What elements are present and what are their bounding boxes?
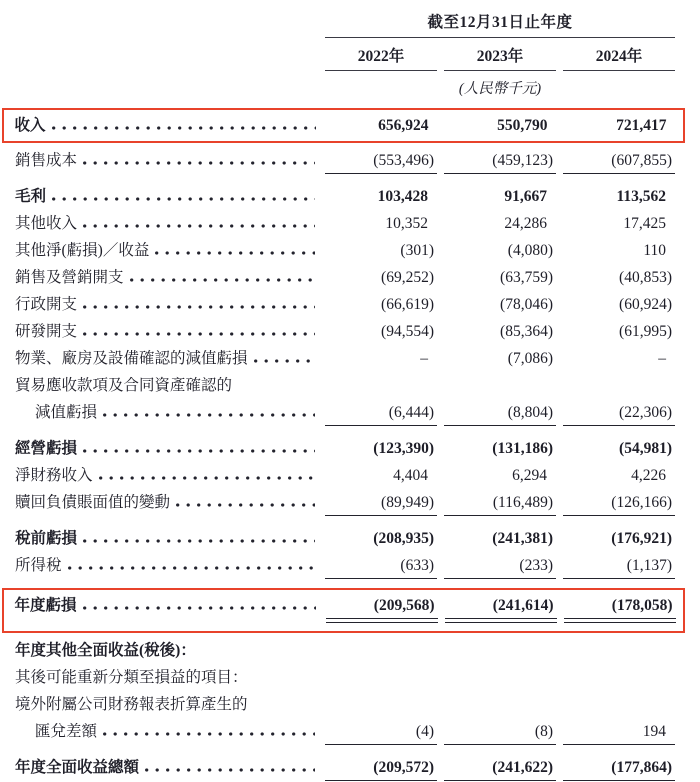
dot-leader <box>145 768 315 772</box>
row-label-text: 行政開支 <box>15 296 78 313</box>
table-row <box>15 237 675 264</box>
dot-leader <box>68 566 315 570</box>
value-2023: (8,804) <box>444 403 556 426</box>
dot-leader <box>83 224 315 228</box>
row-label <box>15 322 318 341</box>
currency-unit-note: (人民幣千元) <box>458 81 542 97</box>
value-2022: 103,428 <box>377 188 428 205</box>
row-label <box>15 493 318 512</box>
table-row <box>15 318 675 345</box>
row-label-text: 其他淨(虧損)／收益 <box>15 242 150 259</box>
row-label-text: 經營虧損 <box>15 440 78 457</box>
row-label <box>15 529 318 548</box>
value-2022: 656,924 <box>378 117 429 134</box>
value-2024: (54,981) <box>619 440 672 457</box>
value-2024: (60,924) <box>619 296 672 313</box>
row-label <box>15 295 318 314</box>
table-row <box>15 183 675 210</box>
row-label-text: 研發開支 <box>15 323 78 340</box>
table-row <box>15 754 675 782</box>
dot-leader <box>83 606 316 610</box>
year-column-2022: 2022年 <box>325 44 437 71</box>
row-label <box>15 116 319 135</box>
value-2022: (6,444) <box>325 403 437 426</box>
value-2024: (126,166) <box>563 493 675 516</box>
row-label-text: 毛利 <box>15 188 47 205</box>
row-label <box>15 596 319 615</box>
value-2022: (633) <box>325 556 437 579</box>
row-label-text: 匯兌差額 <box>35 723 98 740</box>
row-label <box>15 403 318 422</box>
value-2023: 6,294 <box>512 467 547 484</box>
row-label <box>15 668 318 687</box>
table-row <box>15 372 675 399</box>
table-row <box>15 399 675 430</box>
value-2024: (176,921) <box>611 530 672 547</box>
row-label-text: 其後可能重新分類至損益的項目： <box>15 669 248 686</box>
table-row <box>15 552 675 583</box>
dot-leader <box>83 161 315 165</box>
value-2022: (209,568) <box>326 596 438 619</box>
table-row <box>15 489 675 520</box>
dot-leader <box>176 503 315 507</box>
table-row <box>15 291 675 318</box>
row-label-text: 物業、廠房及設備確認的減值虧損 <box>15 350 248 367</box>
row-label <box>15 214 318 233</box>
row-label-text: 其他收入 <box>15 215 78 232</box>
row-label-text: 銷售及營銷開支 <box>15 269 124 286</box>
table-row <box>15 435 675 462</box>
highlight-box <box>2 108 685 143</box>
row-label <box>15 187 318 206</box>
table-header <box>15 10 675 106</box>
value-2022: (66,619) <box>381 296 434 313</box>
row-label <box>15 241 318 260</box>
table-row <box>15 691 675 718</box>
dot-leader <box>155 251 315 255</box>
header-label-spacer <box>15 10 325 106</box>
value-2022: (123,390) <box>373 440 434 457</box>
table-row <box>15 462 675 489</box>
value-2023: (131,186) <box>492 440 553 457</box>
value-2024: 721,417 <box>616 117 667 134</box>
value-2022: (69,252) <box>381 269 434 286</box>
value-2024: (40,853) <box>619 269 672 286</box>
value-2023: (4,080) <box>507 242 553 259</box>
income-statement-rows <box>15 108 675 782</box>
value-2024: 110 <box>643 242 666 259</box>
row-label-text: 貿易應收款項及合同資產確認的 <box>15 377 233 394</box>
table-row <box>15 592 676 629</box>
value-2023: (63,759) <box>500 269 553 286</box>
value-2024: 4,226 <box>631 467 666 484</box>
value-2024: 194 <box>563 722 675 745</box>
value-2023: (241,622) <box>444 758 556 781</box>
value-2024: (607,855) <box>563 151 675 174</box>
value-2024: (1,137) <box>563 556 675 579</box>
row-label-text: 境外附屬公司財務報表折算產生的 <box>15 696 248 713</box>
dot-leader <box>99 476 315 480</box>
dot-leader <box>83 332 315 336</box>
value-2023: (8) <box>444 722 556 745</box>
value-2022: (301) <box>400 242 434 259</box>
table-row <box>15 345 675 372</box>
table-row <box>15 637 675 664</box>
year-columns <box>325 38 675 71</box>
dot-leader <box>52 197 315 201</box>
row-label-text: 年度虧損 <box>14 597 77 614</box>
value-2022: (553,496) <box>325 151 437 174</box>
row-label <box>15 722 318 741</box>
table-row <box>15 264 675 291</box>
value-2022: (208,935) <box>373 530 434 547</box>
dot-leader <box>83 305 315 309</box>
row-label-text: 年度全面收益總額 <box>15 759 140 776</box>
row-label <box>15 641 318 660</box>
row-label-text: 贖回負債賬面值的變動 <box>15 494 171 511</box>
row-label-text: 收入 <box>14 117 46 134</box>
value-2022: (209,572) <box>325 758 437 781</box>
value-2024: – <box>658 350 666 367</box>
value-2024: (22,306) <box>563 403 675 426</box>
dot-leader <box>103 732 315 736</box>
table-row <box>15 525 675 552</box>
row-label-text: 稅前虧損 <box>15 530 78 547</box>
value-2023: (7,086) <box>507 350 553 367</box>
value-2023: (85,364) <box>500 323 553 340</box>
dot-leader <box>83 539 315 543</box>
row-label-text: 所得稅 <box>15 557 62 574</box>
value-2023: (241,381) <box>492 530 553 547</box>
row-label-text: 銷售成本 <box>15 152 78 169</box>
dot-leader <box>52 126 316 130</box>
value-2023: 24,286 <box>504 215 547 232</box>
row-label <box>15 758 318 777</box>
row-label <box>15 556 318 575</box>
value-2022: 4,404 <box>393 467 428 484</box>
dot-leader <box>103 413 315 417</box>
table-row <box>15 210 675 237</box>
value-2024: (178,058) <box>564 596 676 619</box>
value-2024: 17,425 <box>623 215 666 232</box>
dot-leader <box>254 359 315 363</box>
dot-leader <box>83 449 315 453</box>
row-label-text: 年度其他全面收益(稅後)： <box>15 642 196 659</box>
value-2022: (94,554) <box>381 323 434 340</box>
value-2023: 91,667 <box>504 188 547 205</box>
row-label <box>15 376 318 395</box>
value-2022: (89,949) <box>325 493 437 516</box>
value-2023: (78,046) <box>500 296 553 313</box>
value-2022: – <box>420 350 428 367</box>
value-2024: (177,864) <box>563 758 675 781</box>
value-2022: 10,352 <box>385 215 428 232</box>
table-row <box>15 147 675 178</box>
table-row <box>15 112 676 139</box>
value-2024: (61,995) <box>619 323 672 340</box>
value-2024: 113,562 <box>616 188 666 205</box>
value-2023: (459,123) <box>444 151 556 174</box>
row-label <box>15 268 318 287</box>
period-title: 截至12月31日止年度 <box>427 14 573 31</box>
row-label-text: 減值虧損 <box>35 404 98 421</box>
row-label <box>15 349 318 368</box>
row-label <box>15 695 318 714</box>
value-2023: (233) <box>444 556 556 579</box>
dot-leader <box>130 278 315 282</box>
value-2022: (4) <box>325 722 437 745</box>
year-column-2023: 2023年 <box>444 44 556 71</box>
header-numeric-area <box>325 10 675 106</box>
value-2023: 550,790 <box>497 117 548 134</box>
highlight-box <box>2 588 685 633</box>
table-row <box>15 664 675 691</box>
value-2023: (241,614) <box>445 596 557 619</box>
value-2023: (116,489) <box>444 493 556 516</box>
table-row <box>15 718 675 749</box>
row-label <box>15 466 318 485</box>
year-column-2024: 2024年 <box>563 44 675 71</box>
row-label <box>15 151 318 170</box>
row-label-text: 淨財務收入 <box>15 467 93 484</box>
row-label <box>15 439 318 458</box>
